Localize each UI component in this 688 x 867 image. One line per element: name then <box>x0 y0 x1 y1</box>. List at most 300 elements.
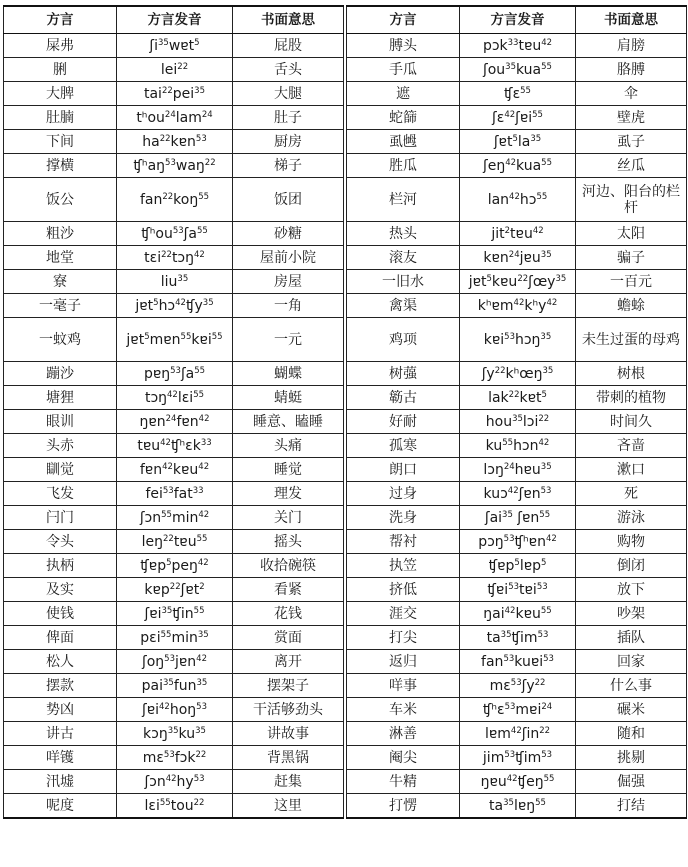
pronunciation: kʰɐm$^{42}$kʰy$^{42}$ <box>460 294 576 318</box>
dialect-word: 讲古 <box>4 722 117 746</box>
tone-number: 42 <box>504 605 516 616</box>
dialect-word: 执笠 <box>347 554 460 578</box>
pronunciation: ʧɐi$^{53}$tɐi$^{53}$ <box>460 578 576 602</box>
table-row <box>4 130 344 154</box>
vocabulary-table-left <box>3 5 344 819</box>
written-meaning: 看紧 <box>233 578 344 602</box>
tone-number: 35 <box>177 273 189 284</box>
written-meaning: 睡意、瞌睡 <box>233 410 344 434</box>
pronunciation: ʃeŋ$^{42}$kua$^{55}$ <box>460 154 576 178</box>
table-row <box>347 246 687 270</box>
tone-number: 53 <box>510 677 522 688</box>
tone-number: 53 <box>165 157 176 168</box>
table-row <box>4 34 344 58</box>
tone-number: 22 <box>169 581 181 592</box>
tone-number: 55 <box>543 773 555 784</box>
tone-number: 53 <box>172 225 184 236</box>
vocabulary-rows-left <box>4 34 344 819</box>
written-meaning: 插队 <box>576 626 687 650</box>
tone-number: 5 <box>166 557 172 568</box>
dialect-word: 大脾 <box>4 82 117 106</box>
written-meaning: 理发 <box>233 482 344 506</box>
tone-number: 42 <box>162 461 173 472</box>
pronunciation: fan$^{22}$koŋ$^{55}$ <box>117 178 233 222</box>
tone-number: 5 <box>512 133 518 144</box>
tone-number: 53 <box>503 653 515 664</box>
dialect-word: 粗沙 <box>4 222 117 246</box>
written-meaning: 骗子 <box>576 246 687 270</box>
table-row <box>4 82 344 106</box>
tone-number: 53 <box>163 749 175 760</box>
table-row <box>4 554 344 578</box>
written-meaning: 收拾碗筷 <box>233 554 344 578</box>
tone-number: 35 <box>197 629 209 640</box>
dialect-word: 塘狸 <box>4 386 117 410</box>
dialect-word: 遮 <box>347 82 460 106</box>
tone-number: 53 <box>537 629 549 640</box>
tone-number: 42 <box>198 461 210 472</box>
dialect-word: 好耐 <box>347 410 460 434</box>
vocabulary-table-right <box>346 5 687 819</box>
written-meaning: 肩膀 <box>576 34 687 58</box>
table-row <box>4 794 344 819</box>
header-row <box>347 6 687 34</box>
tone-number: 22 <box>162 533 174 544</box>
tone-number: 53 <box>164 653 175 664</box>
table-row <box>347 794 687 819</box>
written-meaning: 丝瓜 <box>576 154 687 178</box>
pronunciation: $pɛi^{55}\min^{35}$ <box>117 626 233 650</box>
table-row <box>4 318 344 362</box>
table-row <box>4 746 344 770</box>
tone-number: 55 <box>520 85 531 96</box>
tone-number: 5 <box>486 273 492 284</box>
table-row <box>4 106 344 130</box>
tone-number: 42 <box>510 725 522 736</box>
dialect-word: 孤寒 <box>347 434 460 458</box>
tone-number: 55 <box>541 157 552 168</box>
table-row <box>4 770 344 794</box>
tone-number: 42 <box>538 437 550 448</box>
dialect-word: 朗口 <box>347 458 460 482</box>
dialect-word: 洗身 <box>347 506 460 530</box>
tone-number: 55 <box>193 605 205 616</box>
vocabulary-rows-right <box>347 34 687 819</box>
dialect-word: 胜瓜 <box>347 154 460 178</box>
table-row <box>347 626 687 650</box>
table-row <box>347 674 687 698</box>
written-meaning: 房屋 <box>233 270 344 294</box>
dialect-word: 鸡项 <box>347 318 460 362</box>
table-row <box>347 770 687 794</box>
tone-number: 55 <box>198 191 210 202</box>
tone-number: 35 <box>530 133 542 144</box>
pronunciation: ʧɐp$^5$peŋ$^{42}$ <box>117 554 233 578</box>
tone-number: 35 <box>202 297 214 308</box>
table-row <box>347 386 687 410</box>
written-meaning: 赶集 <box>233 770 344 794</box>
pronunciation: tɔŋ$^{42}$lɛi$^{55}$ <box>117 386 233 410</box>
pronunciation: fei$^{53}$fat$^{33}$ <box>117 482 233 506</box>
written-meaning: 讲故事 <box>233 722 344 746</box>
table-row <box>347 130 687 154</box>
dialect-word: 执柄 <box>4 554 117 578</box>
pronunciation: ŋɐn$^{24}$fɐn$^{42}$ <box>117 410 233 434</box>
dialect-word: 俾面 <box>4 626 117 650</box>
tone-number: 42 <box>159 701 170 712</box>
written-meaning: 倔强 <box>576 770 687 794</box>
pronunciation: $ʃɔn^{55}\min^{42}$ <box>117 506 233 530</box>
tone-number: 55 <box>539 509 551 520</box>
dialect-word: 下间 <box>4 130 117 154</box>
tone-number: 5 <box>144 331 150 342</box>
table-row <box>4 722 344 746</box>
tone-number: 55 <box>532 109 543 120</box>
tone-number: 5 <box>541 389 547 400</box>
dialect-word: 手瓜 <box>347 58 460 82</box>
dialect-word: 簕古 <box>347 386 460 410</box>
tone-number: 55 <box>180 331 192 342</box>
written-meaning: 蜻蜓 <box>233 386 344 410</box>
dialect-word: 撑横 <box>4 154 117 178</box>
pronunciation: mɛ$^{53}$ʃy$^{22}$ <box>460 674 576 698</box>
pronunciation: tɛi$^{22}$tɔŋ$^{42}$ <box>117 246 233 270</box>
written-meaning: 胳膊 <box>576 58 687 82</box>
dialect-word: 挤低 <box>347 578 460 602</box>
dialect-word: 摆款 <box>4 674 117 698</box>
written-meaning: 干活够劲头 <box>233 698 344 722</box>
written-meaning: 头痛 <box>233 434 344 458</box>
pronunciation: ʃou$^{35}$kua$^{55}$ <box>460 58 576 82</box>
written-meaning: 赏面 <box>233 626 344 650</box>
written-meaning: 蟾蜍 <box>576 294 687 318</box>
table-row <box>4 698 344 722</box>
dialect-word: 过身 <box>347 482 460 506</box>
written-meaning: 肚子 <box>233 106 344 130</box>
pronunciation: kɐi$^{53}$hɔŋ$^{35}$ <box>460 318 576 362</box>
tone-number: 35 <box>195 725 206 736</box>
table-row <box>347 722 687 746</box>
table-row <box>347 106 687 130</box>
table-row <box>4 578 344 602</box>
pronunciation: $ku^{55}hɔn^{42}$ <box>460 434 576 458</box>
tone-number: 42 <box>513 297 525 308</box>
tone-number: 55 <box>502 437 514 448</box>
table-row <box>347 178 687 222</box>
tone-number: 24 <box>165 413 177 424</box>
table-row <box>4 458 344 482</box>
tone-number: 42 <box>541 37 553 48</box>
written-meaning: 回家 <box>576 650 687 674</box>
tone-number: 35 <box>194 85 205 96</box>
tone-number: 24 <box>541 701 553 712</box>
tone-number: 55 <box>535 797 546 808</box>
tone-number: 42 <box>546 297 558 308</box>
table-row <box>347 434 687 458</box>
table-row <box>347 410 687 434</box>
written-meaning: 饭团 <box>233 178 344 222</box>
written-meaning: 挑剔 <box>576 746 687 770</box>
pronunciation: tɐu$^{42}$ʧʰɛk$^{33}$ <box>117 434 233 458</box>
dialect-word: 地堂 <box>4 246 117 270</box>
dialect-header: 方言 <box>347 6 460 34</box>
tone-number: 35 <box>542 365 554 376</box>
pronunciation: ʃɛ$^{42}$ʃɐi$^{55}$ <box>460 106 576 130</box>
table-row <box>347 698 687 722</box>
tone-number: 33 <box>200 437 212 448</box>
tone-number: 5 <box>194 37 200 48</box>
dialect-word: 帮衬 <box>347 530 460 554</box>
tone-number: 22 <box>161 249 172 260</box>
dialect-header: 方言 <box>4 6 117 34</box>
dialect-word: 脷 <box>4 58 117 82</box>
pronunciation: $ta^{35}ʧim^{53}$ <box>460 626 576 650</box>
pronunciation: $kɔŋ^{35}ku^{35}$ <box>117 722 233 746</box>
written-meaning: 游泳 <box>576 506 687 530</box>
pronunciation: ʧɐp$^5$lɐp$^5$ <box>460 554 576 578</box>
table-row <box>4 650 344 674</box>
pronunciation: ʧʰɛ$^{53}$mɐi$^{24}$ <box>460 698 576 722</box>
tone-number: 35 <box>540 461 552 472</box>
dialect-word: 打尖 <box>347 626 460 650</box>
written-meaning: 厨房 <box>233 130 344 154</box>
tone-number: 42 <box>198 413 210 424</box>
written-meaning: 吝啬 <box>576 434 687 458</box>
written-meaning: 虱子 <box>576 130 687 154</box>
tone-number: 55 <box>194 365 206 376</box>
table-row <box>347 578 687 602</box>
dialect-word: 闩门 <box>4 506 117 530</box>
tone-number: 35 <box>540 249 552 260</box>
dialect-word: 松人 <box>4 650 117 674</box>
tone-number: 22 <box>177 61 189 72</box>
table-row <box>347 458 687 482</box>
pronunciation: kɐp$^{22}$ʃɐt$^2$ <box>117 578 233 602</box>
tone-number: 33 <box>192 485 204 496</box>
tone-number: 42 <box>506 773 518 784</box>
written-meaning: 伞 <box>576 82 687 106</box>
written-meaning: 屁股 <box>233 34 344 58</box>
tone-number: 42 <box>198 509 210 520</box>
written-meaning: 未生过蛋的母鸡 <box>576 318 687 362</box>
dialect-word: 禽渠 <box>347 294 460 318</box>
table-row <box>4 246 344 270</box>
pronunciation: ŋai$^{42}$kɐu$^{55}$ <box>460 602 576 626</box>
dialect-word: 打愣 <box>347 794 460 819</box>
pronunciation: pai$^{35}$fun$^{35}$ <box>117 674 233 698</box>
written-meaning: 一角 <box>233 294 344 318</box>
tone-number: 42 <box>509 191 520 202</box>
written-meaning: 背黑锅 <box>233 746 344 770</box>
tone-number: 22 <box>517 273 529 284</box>
dialect-word: 头赤 <box>4 434 117 458</box>
tone-number: 42 <box>196 653 207 664</box>
pronunciation: $ʃɔn^{42}hy^{53}$ <box>117 770 233 794</box>
pronunciation-header: 方言发音 <box>117 6 233 34</box>
tone-number: 35 <box>555 273 567 284</box>
table-row <box>347 650 687 674</box>
tone-number: 55 <box>540 605 552 616</box>
tone-number: 53 <box>543 653 554 664</box>
written-meaning: 树根 <box>576 362 687 386</box>
table-row <box>347 554 687 578</box>
pronunciation: ʧʰaŋ$^{53}$waŋ$^{22}$ <box>117 154 233 178</box>
pronunciation: lan$^{42}$hɔ$^{55}$ <box>460 178 576 222</box>
dialect-word: 肚腩 <box>4 106 117 130</box>
tone-number: 35 <box>500 629 512 640</box>
tone-number: 35 <box>505 61 516 72</box>
tone-number: 42 <box>504 109 516 120</box>
pronunciation: fan$^{53}$kuɐi$^{53}$ <box>460 650 576 674</box>
pronunciation: liu$^{35}$ <box>117 270 233 294</box>
written-meaning: 时间久 <box>576 410 687 434</box>
written-meaning: 壁虎 <box>576 106 687 130</box>
tone-number: 35 <box>503 797 514 808</box>
written-meaning: 蝴蝶 <box>233 362 344 386</box>
tone-number: 22 <box>193 797 205 808</box>
dialect-word: 蹦沙 <box>4 362 117 386</box>
written-meaning: 河边、阳台的栏杆 <box>576 178 687 222</box>
written-meaning: 屋前小院 <box>233 246 344 270</box>
tone-number: 22 <box>508 389 520 400</box>
table-row <box>347 506 687 530</box>
dialect-word: 滚友 <box>347 246 460 270</box>
tone-number: 24 <box>508 249 520 260</box>
tone-number: 42 <box>165 773 177 784</box>
pronunciation: $ta^{35}lɐŋ^{55}$ <box>460 794 576 819</box>
written-meaning: 关门 <box>233 506 344 530</box>
pronunciation: jit$^2$tɐu$^{42}$ <box>460 222 576 246</box>
tone-number: 35 <box>163 677 174 688</box>
table-row <box>347 154 687 178</box>
dialect-word: 寮 <box>4 270 117 294</box>
table-row <box>347 362 687 386</box>
pronunciation: tʰou$^{24}$lam$^{24}$ <box>117 106 233 130</box>
tone-number: 42 <box>160 437 171 448</box>
tone-number: 35 <box>540 331 552 342</box>
tone-number: 42 <box>507 485 519 496</box>
pronunciation: $ʃɐt^5la^{35}$ <box>460 130 576 154</box>
dialect-word: 势凶 <box>4 698 117 722</box>
table-row <box>4 270 344 294</box>
pronunciation: pɔk$^{33}$tɐu$^{42}$ <box>460 34 576 58</box>
table-row <box>347 34 687 58</box>
pronunciation: lɔŋ$^{24}$hɐu$^{35}$ <box>460 458 576 482</box>
tone-number: 5 <box>153 297 159 308</box>
table-row <box>4 178 344 222</box>
tone-number: 22 <box>195 749 207 760</box>
table-row <box>4 674 344 698</box>
tone-number: 55 <box>536 191 548 202</box>
pronunciation: mɛ$^{53}$fɔk$^{22}$ <box>117 746 233 770</box>
tone-number: 42 <box>197 557 209 568</box>
tone-number: 22 <box>494 365 506 376</box>
written-meaning: 死 <box>576 482 687 506</box>
tone-number: 42 <box>505 157 517 168</box>
tone-number: 53 <box>195 133 207 144</box>
table-row <box>4 154 344 178</box>
tone-number: 53 <box>503 533 515 544</box>
table-row <box>347 602 687 626</box>
dialect-word: 屎弗 <box>4 34 117 58</box>
tone-number: 55 <box>196 225 208 236</box>
table-row <box>347 222 687 246</box>
pronunciation: ŋɐu$^{42}$ʧeŋ$^{55}$ <box>460 770 576 794</box>
tone-number: 5 <box>514 557 520 568</box>
pronunciation: lɛi$^{55}$tou$^{22}$ <box>117 794 233 819</box>
tone-number: 55 <box>541 61 552 72</box>
tone-number: 55 <box>161 509 172 520</box>
pronunciation: ʃi$^{35}$wɐt$^5$ <box>117 34 233 58</box>
tone-number: 53 <box>508 581 520 592</box>
dialect-word: 牛精 <box>347 770 460 794</box>
dialect-word: 及实 <box>4 578 117 602</box>
written-meaning: 睡觉 <box>233 458 344 482</box>
tone-number: 33 <box>507 37 519 48</box>
dialect-word: 瞓觉 <box>4 458 117 482</box>
pronunciation: ʃai$^{35}$ ʃɐn$^{55}$ <box>460 506 576 530</box>
pronunciation: fɐn$^{42}$kɐu$^{42}$ <box>117 458 233 482</box>
tone-number: 53 <box>196 701 207 712</box>
written-meaning: 什么事 <box>576 674 687 698</box>
pronunciation: hou$^{35}$lɔi$^{22}$ <box>460 410 576 434</box>
dialect-word: 涯交 <box>347 602 460 626</box>
table-row <box>347 318 687 362</box>
pronunciation: lei$^{22}$ <box>117 58 233 82</box>
tone-number: 2 <box>504 225 511 236</box>
written-meaning: 一百元 <box>576 270 687 294</box>
pronunciation: ʃoŋ$^{53}$jɐn$^{42}$ <box>117 650 233 674</box>
written-meaning: 一元 <box>233 318 344 362</box>
tone-number: 42 <box>167 389 178 400</box>
pronunciation: ʃy$^{22}$kʰœŋ$^{35}$ <box>460 362 576 386</box>
written-meaning: 倒闭 <box>576 554 687 578</box>
table-row <box>4 626 344 650</box>
dialect-word: 蛇篩 <box>347 106 460 130</box>
table-row <box>4 530 344 554</box>
pronunciation: lɐm$^{42}$ʃin$^{22}$ <box>460 722 576 746</box>
table-row <box>347 82 687 106</box>
dialect-word: 淋善 <box>347 722 460 746</box>
dialect-word: 一蚊鸡 <box>4 318 117 362</box>
pronunciation: leŋ$^{22}$tɐu$^{55}$ <box>117 530 233 554</box>
pronunciation: pɔŋ$^{53}$ʧʰɐn$^{42}$ <box>460 530 576 554</box>
meaning-header: 书面意思 <box>233 6 344 34</box>
tone-number: 35 <box>502 509 513 520</box>
meaning-header: 书面意思 <box>576 6 687 34</box>
tone-number: 53 <box>504 331 515 342</box>
pronunciation: ʧɛ$^{55}$ <box>460 82 576 106</box>
tone-number: 35 <box>167 725 179 736</box>
dialect-word: 汛墟 <box>4 770 117 794</box>
dialect-word: 膊头 <box>347 34 460 58</box>
dialect-word: 一旧水 <box>347 270 460 294</box>
pronunciation: jɐt$^5$kɐu$^{22}$ʃœy$^{35}$ <box>460 270 576 294</box>
pronunciation: ʃɐi$^{35}$ʧin$^{55}$ <box>117 602 233 626</box>
written-meaning: 摆架子 <box>233 674 344 698</box>
table-row <box>347 294 687 318</box>
tone-number: 53 <box>162 485 174 496</box>
written-meaning: 随和 <box>576 722 687 746</box>
tone-number: 53 <box>170 365 181 376</box>
table-row <box>347 746 687 770</box>
dialect-word: 呢度 <box>4 794 117 819</box>
table-row <box>4 222 344 246</box>
dialect-word: 咩事 <box>347 674 460 698</box>
tone-number: 22 <box>538 413 550 424</box>
tone-number: 35 <box>196 677 208 688</box>
written-meaning: 砂糖 <box>233 222 344 246</box>
